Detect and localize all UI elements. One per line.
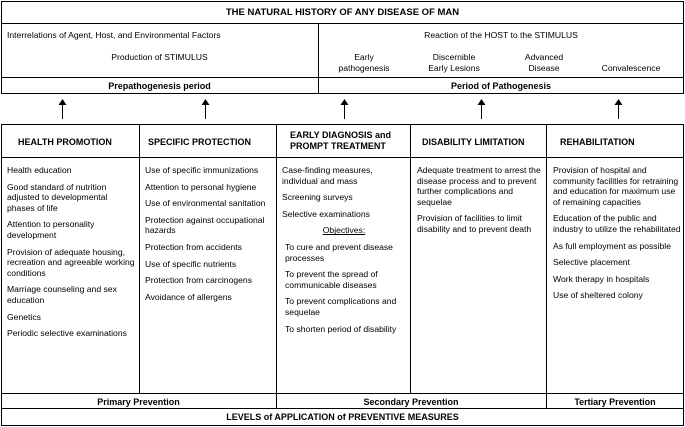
stage-advanced-disease: Advanced Disease <box>524 52 564 73</box>
header-health-promotion: HEALTH PROMOTION <box>18 137 112 147</box>
list-item: Use of environmental sanitation <box>145 198 266 209</box>
period-divider <box>1 77 684 78</box>
disability-limitation-list <box>417 165 545 241</box>
list-item: Health education <box>7 165 72 175</box>
diagram-title: THE NATURAL HISTORY OF ANY DISEASE OF MAN <box>225 7 460 18</box>
list-item: Avoidance of allergens <box>145 291 232 302</box>
list-item: Marriage counseling and sex education <box>7 284 117 305</box>
footer-title: LEVELS of APPLICATION of PREVENTIVE MEASURES <box>226 412 459 422</box>
objective-item: To prevent complications and sequelae <box>285 296 397 317</box>
header-early-diagnosis: EARLY DIAGNOSIS and PROMPT TREATMENT <box>290 130 392 151</box>
list-item: Genetics <box>7 311 41 322</box>
column-divider <box>139 124 140 393</box>
list-item: Provision of adequate housing, recreation and agreeable working conditions <box>7 246 135 278</box>
interrelations-heading: Interrelations of Agent, Host, and Environmental Factors <box>7 30 221 40</box>
stage-early-lesions: Discernible Early Lesions <box>428 52 480 73</box>
list-item: Use of sheltered colony <box>553 290 643 301</box>
header-rehabilitation: REHABILITATION <box>560 137 635 147</box>
stage-early-pathogenesis: Early pathogenesis <box>338 52 390 73</box>
column-divider <box>546 124 547 408</box>
objective-item: To cure and prevent disease processes <box>285 241 393 263</box>
specific-protection-list <box>145 165 273 308</box>
list-item: Periodic selective examinations <box>7 328 127 339</box>
list-item: Education of the public and industry to utilize the rehabilitated <box>553 213 681 234</box>
prepathogenesis-label: Prepathogenesis period <box>108 81 211 91</box>
early-diagnosis-list <box>282 165 406 340</box>
list-item: Provision of hospital and community facilities for retraining and education for maximum use of remaining capacities <box>553 165 679 207</box>
tertiary-prevention-label: Tertiary Prevention <box>574 397 656 407</box>
arrow-up-icon <box>340 99 349 119</box>
list-item: Selective placement <box>553 257 630 268</box>
arrow-up-icon <box>477 99 486 119</box>
stimulus-label: Production of STIMULUS <box>111 52 208 62</box>
list-item: Use of specific nutrients <box>145 258 237 269</box>
pathogenesis-label: Period of Pathogenesis <box>450 81 552 91</box>
column-divider <box>276 124 277 408</box>
list-item: Protection from carcinogens <box>145 275 252 286</box>
primary-prevention-label: Primary Prevention <box>97 397 180 407</box>
footer-divider <box>1 408 684 409</box>
header-divider <box>1 157 684 158</box>
column-divider <box>410 124 411 393</box>
arrow-up-icon <box>201 99 210 119</box>
arrow-up-icon <box>58 99 67 119</box>
rehabilitation-list <box>553 165 681 307</box>
objective-item: To prevent the spread of communicable diseases <box>285 269 378 290</box>
secondary-prevention-label: Secondary Prevention <box>363 397 459 407</box>
title-divider <box>1 23 684 24</box>
list-item: Good standard of nutrition adjusted to developmental phases of life <box>7 181 108 213</box>
list-item: Attention to personality development <box>7 219 95 240</box>
list-item: Selective examinations <box>282 208 370 219</box>
list-item: Protection from accidents <box>145 241 242 252</box>
health-promotion-list <box>7 165 135 345</box>
header-specific-protection: SPECIFIC PROTECTION <box>148 137 252 147</box>
list-item: Protection against occupational hazards <box>145 214 265 236</box>
stage-convalescence: Convalescence <box>601 63 661 73</box>
list-item: Use of specific immunizations <box>145 165 259 175</box>
objective-item: To shorten period of disability <box>285 323 397 334</box>
arrow-up-icon <box>614 99 623 119</box>
list-item: Attention to personal hygiene <box>145 181 257 192</box>
header-disability-limitation: DISABILITY LIMITATION <box>422 137 525 147</box>
list-item: Adequate treatment to arrest the disease process and to prevent further complications and sequelae <box>417 165 541 207</box>
list-item: As full employment as possible <box>553 240 671 251</box>
host-reaction-heading: Reaction of the HOST to the STIMULUS <box>424 30 578 40</box>
list-item: Screening surveys <box>282 192 353 203</box>
objectives-label: Objectives: <box>322 225 366 236</box>
levels-divider <box>1 393 684 394</box>
list-item: Case-finding measures, individual and mass <box>282 165 373 186</box>
list-item: Provision of facilities to limit disability and to prevent death <box>417 213 532 234</box>
list-item: Work therapy in hospitals <box>553 273 650 284</box>
